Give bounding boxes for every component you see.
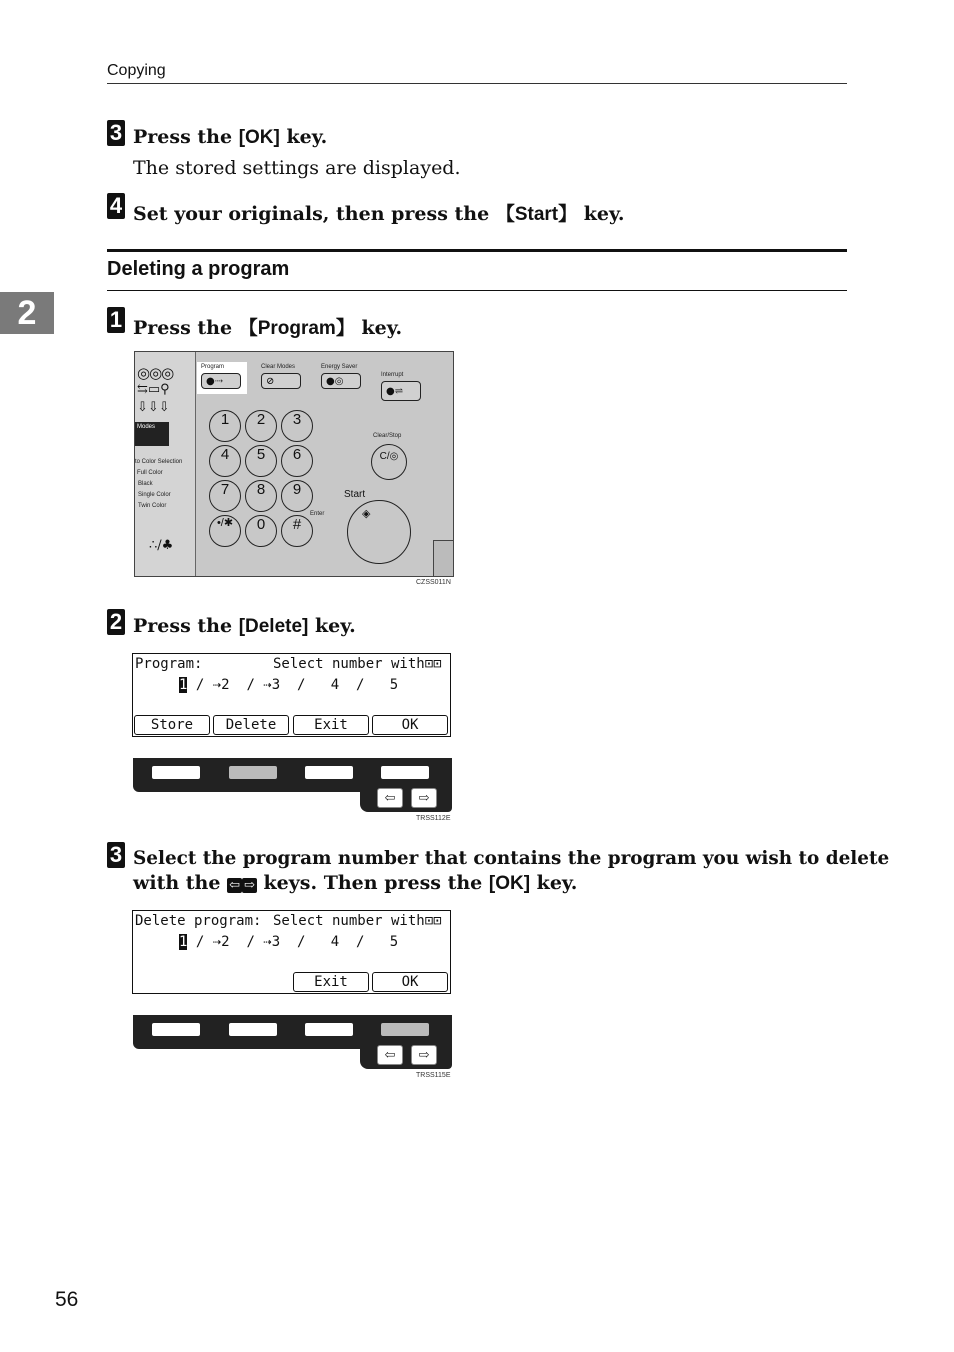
left-strip [135, 352, 196, 576]
interrupt-key[interactable]: ●⇌ [381, 381, 421, 401]
tray-icons: ⇩⇩⇩ [137, 400, 170, 415]
step-number-1: 1 [107, 307, 125, 333]
ok-button[interactable]: OK [372, 715, 448, 735]
indicator-icons: ◎◎◎ [137, 364, 174, 382]
selection-key-3[interactable] [305, 1023, 353, 1036]
left-arrow-icon: ⇦ [384, 790, 396, 806]
selection-key-1[interactable] [152, 1023, 200, 1036]
black-label: Black [138, 481, 153, 487]
selection-key-2[interactable] [229, 1023, 277, 1036]
section-rule-top [107, 249, 847, 252]
step-text-pre: with the [133, 872, 228, 894]
ok-key-label: [OK] [488, 873, 531, 894]
step-3-top-instruction [133, 126, 327, 149]
selection-key-4-pressed[interactable] [381, 1023, 429, 1036]
right-arrow-icon: ⇨ [418, 790, 430, 806]
key-8[interactable]: 8 [245, 480, 277, 512]
lcd-screen-program [132, 653, 451, 737]
key-7[interactable]: 7 [209, 480, 241, 512]
key-2[interactable]: 2 [245, 410, 277, 442]
step-number-2: 2 [107, 609, 125, 635]
start-key[interactable] [347, 500, 411, 564]
selection-key-2-pressed[interactable] [229, 766, 277, 779]
key-0[interactable]: 0 [245, 515, 277, 547]
right-arrow-key[interactable] [411, 1045, 437, 1065]
selection-key-3[interactable] [305, 766, 353, 779]
key-9[interactable]: 9 [281, 480, 313, 512]
section-rule-bottom [107, 290, 847, 291]
right-arrow-key-icon: ⇨ [243, 878, 255, 893]
key-hash[interactable]: # [281, 515, 313, 547]
key-6[interactable]: 6 [281, 445, 313, 477]
arrow-key-housing [360, 780, 452, 812]
delete-key-label: [Delete] [238, 616, 309, 637]
color-selection-label: to Color Selection [135, 459, 183, 465]
figure-caption-2: TRSS112E [416, 815, 451, 822]
key-1[interactable]: 1 [209, 410, 241, 442]
step-4-top-instruction [133, 199, 624, 226]
ok-key-label: [OK] [238, 127, 280, 148]
step-number-3: 3 [107, 842, 125, 868]
key-4[interactable]: 4 [209, 445, 241, 477]
store-button[interactable]: Store [134, 715, 210, 735]
step-3-instruction-line2 [133, 872, 577, 895]
program-list-rest: / ⇢2 / ⇢3 / 4 / 5 [187, 934, 399, 950]
function-icons: ⇆▭⚲ [137, 382, 170, 397]
figure-caption-3: TRSS115E [416, 1072, 451, 1079]
modes-label: Modes [137, 424, 156, 430]
right-arrow-icon: ⇨ [418, 1047, 430, 1063]
selection-key-1[interactable] [152, 766, 200, 779]
selected-program: 1 [179, 677, 188, 693]
key-5[interactable]: 5 [245, 445, 277, 477]
running-header: Copying [107, 62, 166, 79]
header-rule [107, 83, 847, 84]
delete-button[interactable]: Delete [213, 715, 289, 735]
program-label: Program [201, 364, 225, 370]
single-color-label: Single Color [138, 492, 171, 498]
key-star[interactable]: •/✱ [209, 515, 241, 547]
lcd-program-list [179, 934, 398, 950]
step-text-post: key. [577, 203, 625, 225]
exit-button[interactable]: Exit [293, 972, 369, 992]
exit-button[interactable]: Exit [293, 715, 369, 735]
lcd-screen-delete-program [132, 910, 451, 994]
figure-caption-1: CZSS011N [416, 579, 451, 586]
clear-stop-key[interactable]: C/◎ [371, 444, 407, 480]
step-text-post: key. [354, 317, 403, 339]
step-text-mid: keys. Then press the [256, 872, 489, 894]
left-arrow-icon: ⇦ [384, 1047, 396, 1063]
lcd-hint: Select number with⊡⊡ [273, 656, 442, 672]
clear-modes-label: Clear Modes [261, 364, 296, 370]
selection-key-4[interactable] [381, 766, 429, 779]
key-3[interactable]: 3 [281, 410, 313, 442]
left-arrow-key-icon: ⇦ [229, 878, 240, 893]
arrow-key-housing [360, 1037, 452, 1069]
step-number-3-top: 3 [107, 120, 125, 146]
section-title: Deleting a program [107, 258, 290, 280]
selected-program: 1 [179, 934, 188, 950]
lcd-hint: Select number with⊡⊡ [273, 913, 442, 929]
enter-label: Enter [310, 511, 325, 517]
full-color-label: Full Color [137, 470, 163, 476]
step-text-post: key. [279, 126, 328, 148]
lcd-title: Delete program: [135, 913, 262, 929]
step-number-4-top: 4 [107, 193, 125, 219]
control-panel-illustration [134, 351, 454, 577]
step-text-pre: Press the [133, 615, 239, 637]
start-diamond-icon: ◈ [362, 507, 371, 520]
energy-saver-label: Energy Saver [321, 364, 358, 370]
left-arrow-key[interactable] [377, 788, 403, 808]
lcd-title: Program: [135, 656, 203, 672]
step-text-pre: Set your originals, then press the [133, 203, 496, 225]
step-text-post: key. [530, 872, 578, 894]
ok-button[interactable]: OK [372, 972, 448, 992]
panel-edge [433, 540, 454, 577]
step-text-pre: Press the [133, 126, 239, 148]
step-2-instruction [133, 615, 356, 638]
program-key[interactable]: ●⇢ [201, 373, 241, 389]
step-text-post: key. [308, 615, 356, 637]
program-list-rest: / ⇢2 / ⇢3 / 4 / 5 [187, 677, 399, 693]
step-3-top-description: The stored settings are displayed. [133, 157, 461, 179]
clear-stop-label: Clear/Stop [373, 433, 402, 439]
right-arrow-key[interactable] [411, 788, 437, 808]
start-key-label: 【Start】 [495, 204, 578, 225]
energy-saver-key[interactable]: ●◎ [321, 373, 361, 389]
clear-modes-key[interactable]: ⊘ [261, 373, 301, 389]
modes-block [135, 422, 169, 446]
step-3-instruction-line1: Select the program number that contains the program you wish to delete [133, 848, 890, 869]
interrupt-label: Interrupt [381, 372, 404, 378]
step-1-instruction [133, 313, 402, 340]
twin-color-label: Twin Color [138, 503, 167, 509]
left-arrow-key[interactable] [377, 1045, 403, 1065]
page-number: 56 [55, 1288, 79, 1311]
start-label: Start [344, 489, 366, 500]
chapter-tab: 2 [0, 292, 54, 334]
program-key-label: 【Program】 [238, 318, 355, 339]
color-mode-icon: ∴/♣ [149, 538, 174, 553]
step-text-pre: Press the [133, 317, 239, 339]
lcd-program-list [179, 677, 398, 693]
